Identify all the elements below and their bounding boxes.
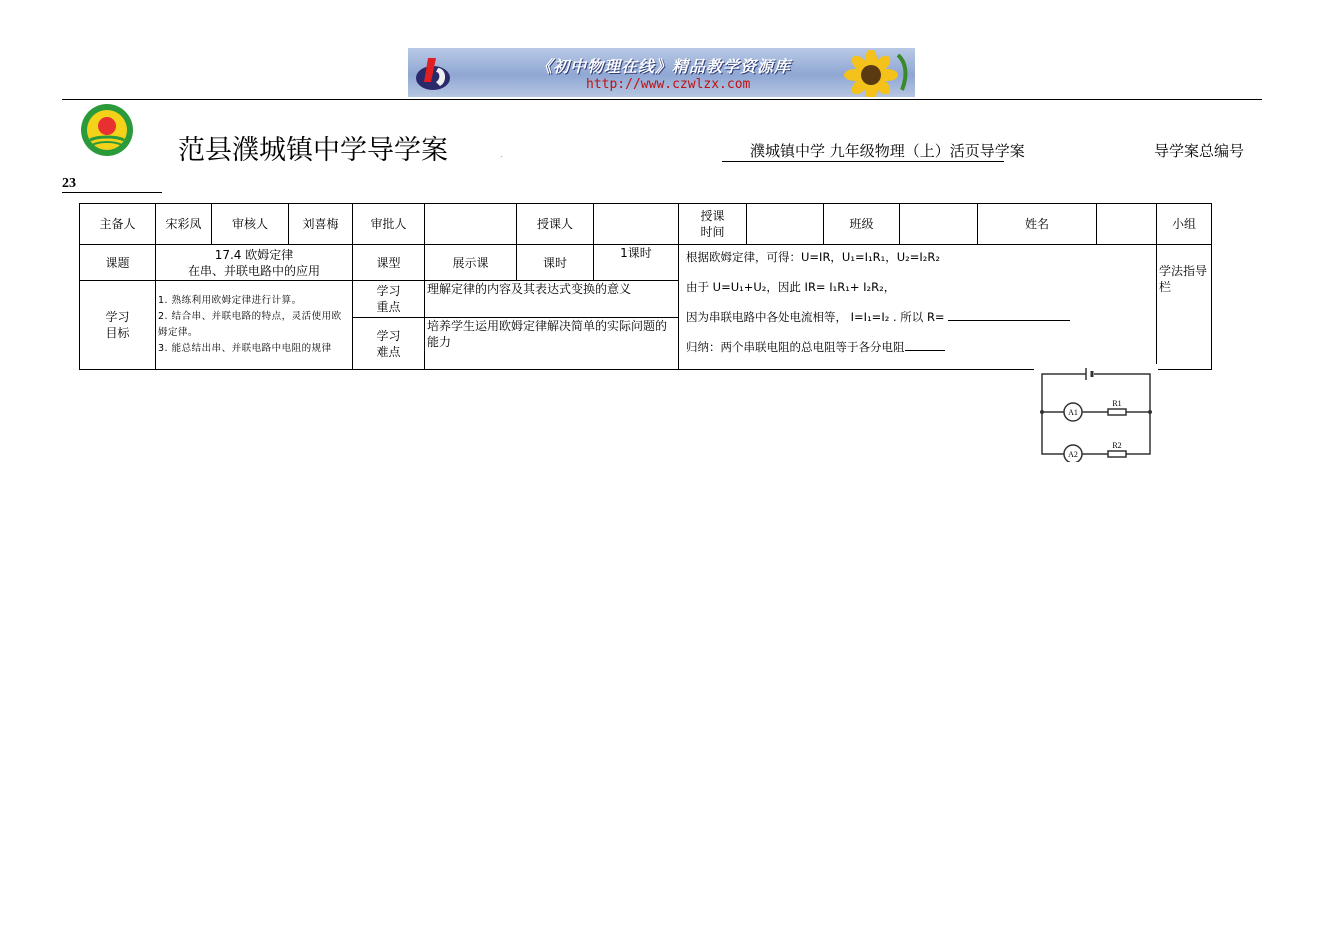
circuit-diagram [1034, 364, 1158, 462]
lesson-info-table [79, 203, 1212, 370]
class-label: 班级 [824, 204, 900, 245]
page-title: 范县濮城镇中学导学案 [178, 135, 448, 166]
hours-value: 1课时 [594, 245, 679, 281]
type-label: 课型 [353, 245, 425, 281]
key-label-line1: 学习 [376, 284, 401, 298]
total-number-value: 23 [62, 176, 162, 193]
banner-logo-icon [412, 52, 454, 94]
type-value: 展示课 [425, 245, 517, 281]
instruction-text [681, 245, 1154, 355]
school-logo-icon [80, 102, 134, 158]
header-rule [62, 99, 1262, 100]
objective-item: 1. 熟练利用欧姆定律进行计算。 [158, 295, 302, 306]
time-value [747, 204, 824, 245]
key-label-line2: 重点 [376, 300, 401, 314]
ammeter-a1-label: A1 [1068, 408, 1078, 417]
key-point: 理解定律的内容及其表达式变换的意义 [425, 281, 679, 318]
time-label-line1: 授课 [700, 209, 725, 223]
approver-label: 审批人 [353, 204, 425, 245]
class-value [900, 204, 978, 245]
difficulty-label-line1: 学习 [376, 328, 401, 343]
answer-blank-r [948, 310, 1070, 321]
decoration-dot: . [500, 150, 503, 159]
time-label-line2: 时间 [700, 225, 725, 239]
approver-value [425, 204, 517, 245]
objectives-label-line2: 目标 [105, 326, 130, 340]
reviewer-value: 刘喜梅 [289, 204, 353, 245]
difficulty-label [353, 318, 425, 370]
sunflower-icon [826, 50, 915, 97]
name-label: 姓名 [978, 204, 1097, 245]
teacher-label: 授课人 [517, 204, 594, 245]
method-label: 学法指导栏 [1159, 264, 1208, 294]
banner-url: http://www.czwlzx.com [586, 77, 751, 92]
ammeter-a2-label: A2 [1068, 450, 1078, 459]
method-column [1157, 245, 1212, 370]
teacher-value [594, 204, 679, 245]
instruction-line3 [686, 309, 1150, 325]
topic-label: 课题 [80, 245, 156, 281]
header-banner [408, 48, 915, 97]
hours-label: 课时 [517, 245, 594, 281]
answer-blank-sum [905, 340, 945, 351]
resistor-r2-label: R2 [1112, 441, 1122, 450]
topic-value [156, 245, 353, 281]
topic-line1: 17.4 欧姆定律 [214, 247, 294, 262]
total-number-label: 导学案总编号 [1154, 142, 1245, 160]
objectives-label [80, 281, 156, 370]
objectives-label-line1: 学习 [105, 310, 130, 324]
objective-item: 2. 结合串、并联电路的特点，灵活使用欧姆定律。 [158, 311, 342, 338]
objective-item: 3. 能总结出串、并联电路中电阻的规律 [158, 343, 332, 354]
resistor-r1-label: R1 [1112, 399, 1122, 408]
page-subtitle: 濮城镇中学 九年级物理（上）活页导学案 [722, 140, 1004, 162]
banner-title: 《初中物理在线》精品教学资源库 [536, 57, 792, 76]
instruction-line4 [686, 339, 1150, 355]
name-value [1097, 204, 1157, 245]
instruction-line1: 根据欧姆定律，可得：U=IR，U₁=I₁R₁，U₂=I₂R₂ [686, 250, 940, 264]
preparer-label: 主备人 [80, 204, 156, 245]
key-label [353, 281, 425, 318]
instruction-cell [679, 245, 1157, 370]
group-label: 小组 [1157, 204, 1212, 245]
preparer-value: 宋彩凤 [156, 204, 212, 245]
instruction-line4-text: 归纳：两个串联电阻的总电阻等于各分电阻 [686, 340, 905, 354]
instruction-line2: 由于 U=U₁+U₂，因此 IR= I₁R₁+ I₂R₂， [686, 280, 896, 294]
reviewer-label: 审核人 [212, 204, 289, 245]
objectives-list [156, 281, 353, 370]
time-label [679, 204, 747, 245]
difficulty-point: 培养学生运用欧姆定律解决简单的实际问题的能力 [425, 318, 679, 370]
difficulty-label-line2: 难点 [376, 344, 401, 359]
topic-line2: 在串、并联电路中的应用 [187, 263, 320, 278]
instruction-line3-text: 因为串联电路中各处电流相等， I=I₁=I₂ . 所以 R= [686, 310, 945, 324]
